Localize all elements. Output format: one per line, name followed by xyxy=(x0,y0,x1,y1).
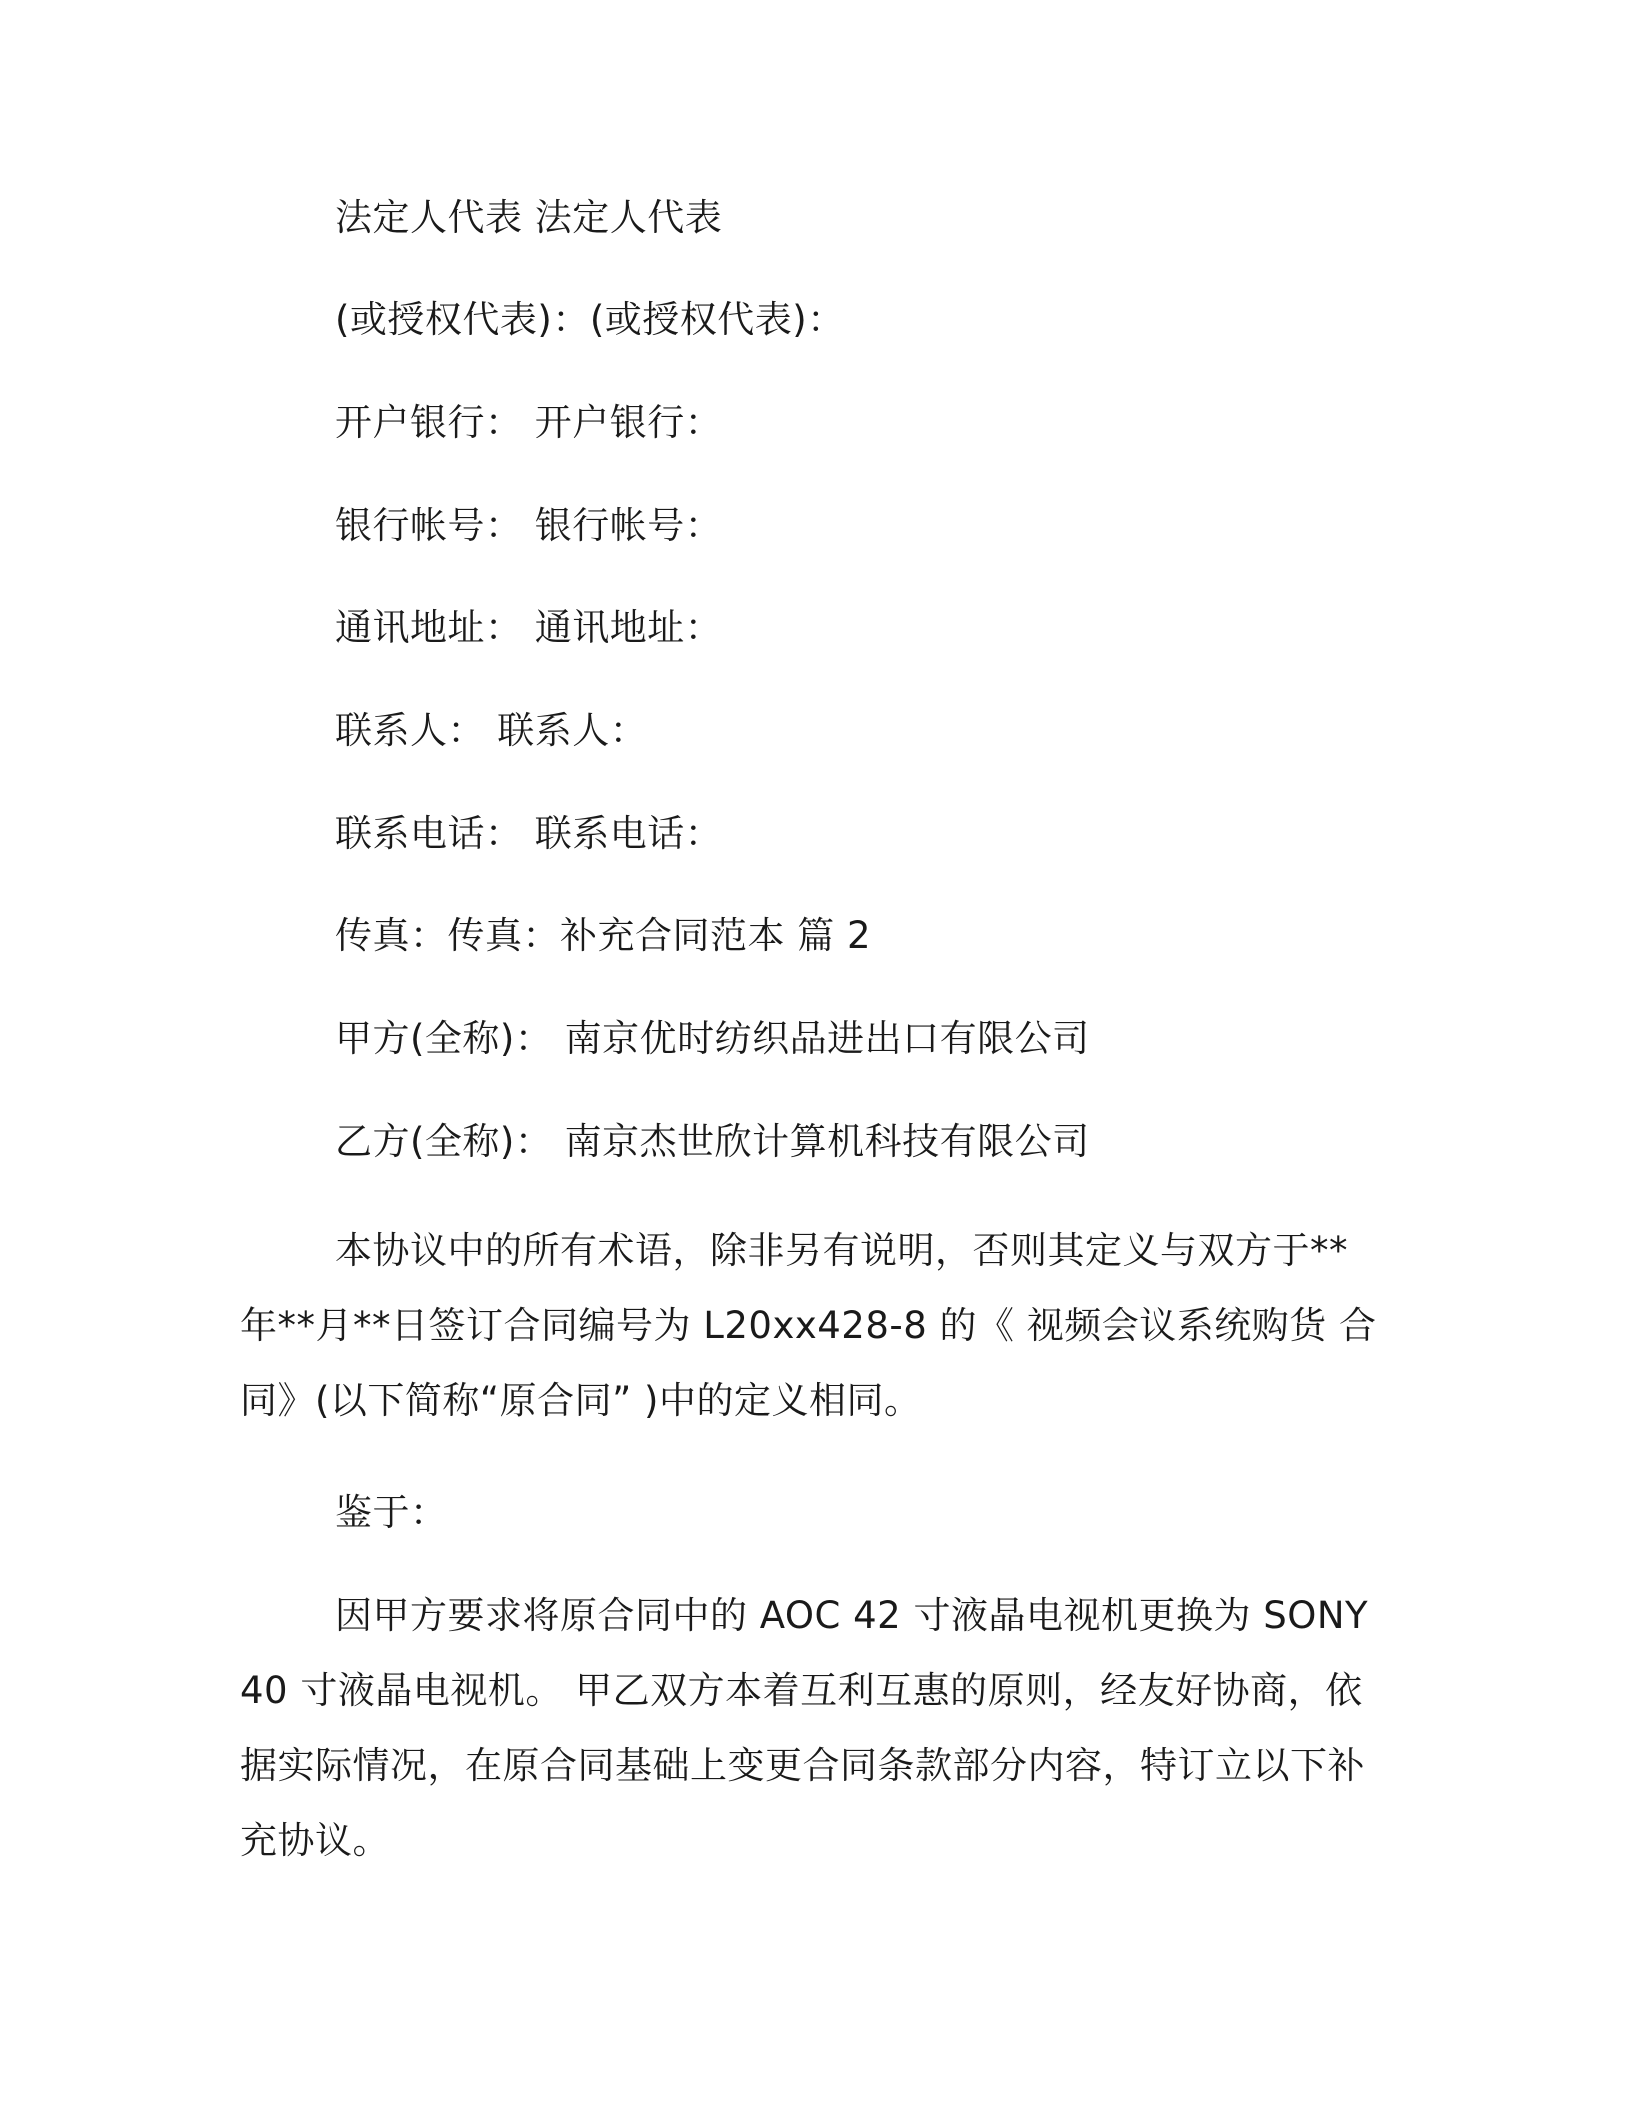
whereas-paragraph xyxy=(240,1475,1380,1550)
reason-text: 因甲方要求将原合同中的 AOC 42 寸液晶电视机更换为 SONY 40 寸液晶电视机。 甲乙双方本着互利互惠的原则，经友好协商，依据实际情况，在原合同基础上变更合同条款部分内容，特订立以下补充协议。 xyxy=(240,1594,1369,1862)
reason-paragraph xyxy=(240,1578,1380,1878)
definitions-text: 本协议中的所有术语，除非另有说明，否则其定义与双方于**年**月**日签订合同编号为 L20xx428-8 的《 视频会议系统购货 合同》(以下简称“原合同” )中的定义相同。 xyxy=(240,1229,1377,1422)
fax-line: 传真：传真：补充合同范本 篇 2 xyxy=(335,914,872,957)
bank-account-line: 银行帐号： 银行帐号： xyxy=(335,504,723,547)
whereas-text: 鉴于： xyxy=(335,1491,448,1534)
address-line: 通讯地址： 通讯地址： xyxy=(335,606,723,649)
party-a-line: 甲方(全称)： 南京优时纺织品进出口有限公司 xyxy=(335,1017,1090,1060)
bank-name-line: 开户银行： 开户银行： xyxy=(335,401,723,444)
authorized-representative-line: (或授权代表)：(或授权代表)： xyxy=(335,298,845,341)
legal-representative-line: 法定人代表 法定人代表 xyxy=(335,196,723,239)
contact-person-line: 联系人： 联系人： xyxy=(335,709,648,752)
party-b-line: 乙方(全称)： 南京杰世欣计算机科技有限公司 xyxy=(335,1120,1090,1163)
definitions-paragraph xyxy=(240,1213,1380,1438)
contact-phone-line: 联系电话： 联系电话： xyxy=(335,812,723,855)
